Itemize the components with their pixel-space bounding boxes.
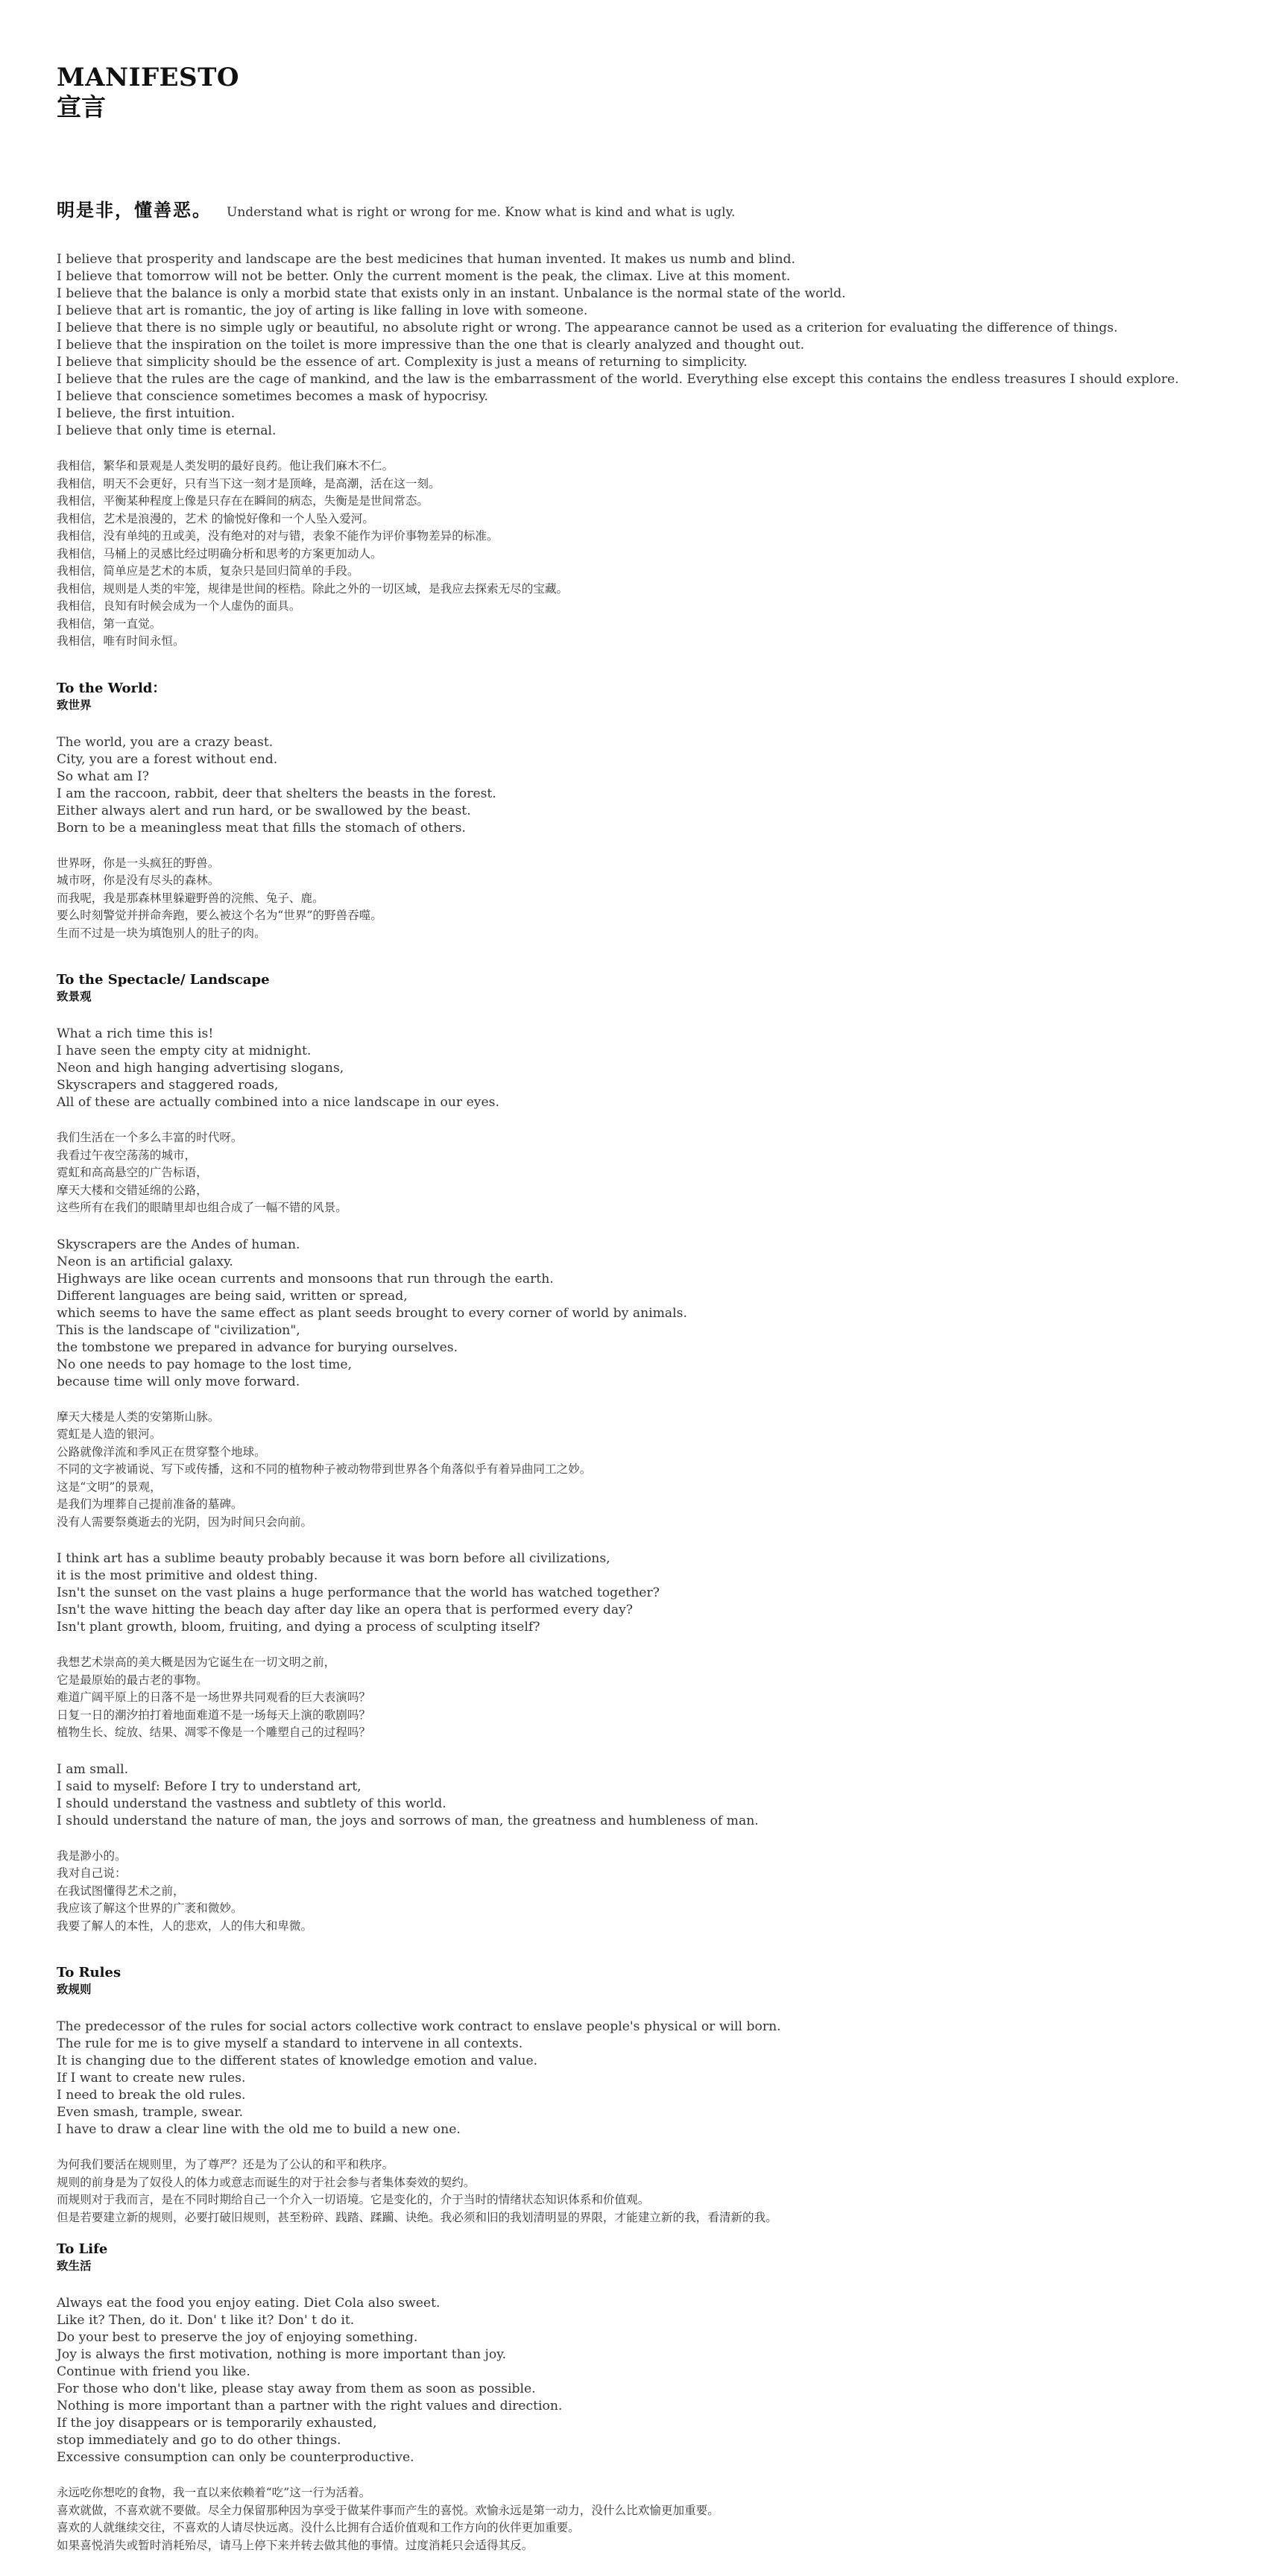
text-line: 它是最原始的最古老的事物。 <box>57 1673 208 1687</box>
text-line: All of these are actually combined into a nice landscape in our eyes. <box>57 1095 499 1110</box>
text-line: 如果喜悦消失或暂时消耗殆尽，请马上停下来并转去做其他的事情。过度消耗只会适得其反。 <box>57 2538 534 2552</box>
text-line: 永远吃你想吃的食物，我一直以来依赖着“吃”这一行为活着。 <box>57 2486 371 2499</box>
text-line: 霓虹和高高悬空的广告标语， <box>57 1166 208 1179</box>
text-line: 公路就像洋流和季风正在贯穿整个地球。 <box>57 1445 266 1459</box>
text-line: Isn't the sunset on the vast plains a huge performance that the world has watched together? <box>57 1585 660 1600</box>
text-line: Highways are like ocean currents and monsoons that run through the earth. <box>57 1271 554 1287</box>
text-line: I believe that the balance is only a morbid state that exists only in an instant. Unbalance is the normal state of the world. <box>57 286 846 301</box>
text-line: 我要了解人的本性，人的悲欢，人的伟大和卑微。 <box>57 1919 313 1933</box>
text-line: Neon and high hanging advertising slogans, <box>57 1061 344 1076</box>
text-line: 是我们为埋葬自己提前准备的墓碑。 <box>57 1497 243 1511</box>
text-line: Skyscrapers and staggered roads, <box>57 1078 279 1093</box>
text-line: 我相信，明天不会更好，只有当下这一刻才是顶峰，是高潮，活在这一刻。 <box>57 476 441 490</box>
text-line: 规则的前身是为了奴役人的体力或意志而诞生的对于社会参与者集体奏效的契约。 <box>57 2175 476 2189</box>
rules-zh <box>57 2156 1288 2226</box>
text-line: Joy is always the first motivation, nothing is more important than joy. <box>57 2347 507 2362</box>
text-line: 喜欢的人就继续交往，不喜欢的人请尽快远离。没什么比拥有合适价值观和工作方向的伙伴更加重要。 <box>57 2521 580 2534</box>
motto-en: Understand what is right or wrong for me. Know what is kind and what is ugly. <box>227 205 736 220</box>
text-line: 植物生长、绽放、结果、凋零不像是一个雕塑自己的过程吗？ <box>57 1726 371 1739</box>
text-line: I should understand the vastness and subtlety of this world. <box>57 1796 446 1811</box>
text-line: 没有人需要祭奠逝去的光阴，因为时间只会向前。 <box>57 1515 313 1529</box>
text-line: 日复一日的潮汐拍打着地面难道不是一场每天上演的歌剧吗？ <box>57 1708 371 1722</box>
text-line: It is changing due to the different states of knowledge emotion and value. <box>57 2053 538 2068</box>
text-line: 生而不过是一块为填饱别人的肚子的肉。 <box>57 926 266 940</box>
text-line: it is the most primitive and oldest thing. <box>57 1568 318 1583</box>
text-line: I think art has a sublime beauty probably because it was born before all civilizations, <box>57 1551 610 1566</box>
spectacle-p1-en <box>57 1026 1288 1111</box>
text-line: Like it? Then, do it. Don' t like it? Don' t do it. <box>57 2313 355 2328</box>
beliefs-zh <box>57 458 1288 651</box>
text-line: City, you are a forest without end. <box>57 751 278 767</box>
text-line: 而我呢，我是那森林里躲避野兽的浣熊、兔子、鹿。 <box>57 891 324 905</box>
text-line: Neon is an artificial galaxy. <box>57 1254 233 1269</box>
section-life <box>57 2241 1288 2554</box>
text-line: 我相信，繁华和景观是人类发明的最好良药。他让我们麻木不仁。 <box>57 459 394 473</box>
spectacle-p4-zh <box>57 1848 1288 1936</box>
text-line: 但是若要建立新的规则，必要打破旧规则，甚至粉碎、践踏、蹂躏、诀绝。我必须和旧的我划清明显的界限，才能建立新的我，看清新的我。 <box>57 2210 777 2224</box>
text-line: I have seen the empty city at midnight. <box>57 1044 312 1058</box>
text-line: which seems to have the same effect as plant seeds brought to every corner of world by animals. <box>57 1305 687 1321</box>
text-line: 难道广阔平原上的日落不是一场世界共同观看的巨大表演吗？ <box>57 1690 371 1704</box>
text-line: 我应该了解这个世界的广袤和微妙。 <box>57 1901 243 1915</box>
text-line: The rule for me is to give myself a standard to intervene in all contexts. <box>57 2036 523 2051</box>
text-line: 我相信，良知有时候会成为一个人虚伪的面具。 <box>57 599 301 613</box>
text-line: I believe, the first intuition. <box>57 406 236 421</box>
text-line: 为何我们要活在规则里，为了尊严？还是为了公认的和平和秩序。 <box>57 2158 394 2171</box>
text-line: 我相信，平衡某种程度上像是只存在在瞬间的病态，失衡是是世间常态。 <box>57 494 429 508</box>
life-zh <box>57 2484 1288 2554</box>
text-line: I am small. <box>57 1761 129 1777</box>
text-line: Excessive consumption can only be counterproductive. <box>57 2450 414 2465</box>
text-line: I believe that the inspiration on the toilet is more impressive than the one that is clearly analyzed and thought out. <box>57 338 805 353</box>
text-line: I have to draw a clear line with the old me to build a new one. <box>57 2122 461 2137</box>
text-line: 我想艺术崇高的美大概是因为它诞生在一切文明之前， <box>57 1655 336 1669</box>
text-line: the tombstone we prepared in advance for burying ourselves. <box>57 1339 458 1355</box>
spectacle-p2-zh <box>57 1409 1288 1532</box>
text-line: 我相信，马桶上的灵感比经过明确分析和思考的方案更加动人。 <box>57 546 382 561</box>
life-en <box>57 2295 1288 2466</box>
beliefs-en <box>57 251 1288 440</box>
text-line: 喜欢就做，不喜欢就不要做。尽全力保留那种因为享受于做某件事而产生的喜悦。欢愉永远是第一动力，没什么比欢愉更加重要。 <box>57 2503 719 2517</box>
text-line: 我相信，第一直觉。 <box>57 616 162 631</box>
text-line: 世界呀，你是一头疯狂的野兽。 <box>57 856 220 870</box>
text-line: I believe that art is romantic, the joy of arting is like falling in love with someone. <box>57 303 588 318</box>
text-line: I believe that conscience sometimes becomes a mask of hypocrisy. <box>57 389 489 404</box>
text-line: 我相信，没有单纯的丑或美，没有绝对的对与错，表象不能作为评价事物差异的标准。 <box>57 529 499 543</box>
world-en <box>57 734 1288 837</box>
text-line: Isn't plant growth, bloom, fruiting, and dying a process of sculpting itself? <box>57 1620 540 1635</box>
text-line: I said to myself: Before I try to understand art, <box>57 1778 362 1794</box>
page-title-zh: 宣言 <box>57 92 106 121</box>
text-line: Different languages are being said, written or spread, <box>57 1288 408 1304</box>
text-line: I believe that there is no simple ugly or beautiful, no absolute right or wrong. The appearance cannot be used as a criterion for evaluating the difference of things. <box>57 321 1118 335</box>
text-line: No one needs to pay homage to the lost time, <box>57 1357 353 1372</box>
world-zh <box>57 855 1288 943</box>
text-line: 霓虹是人造的银河。 <box>57 1427 162 1441</box>
spectacle-p4-en <box>57 1761 1288 1830</box>
section-title-zh: 致景观 <box>57 989 92 1003</box>
text-line: So what am I? <box>57 768 149 784</box>
text-line: What a rich time this is! <box>57 1026 214 1041</box>
text-line: Do your best to preserve the joy of enjoying something. <box>57 2330 418 2345</box>
text-line: I believe that simplicity should be the essence of art. Complexity is just a means of returning to simplicity. <box>57 355 748 370</box>
text-line: The predecessor of the rules for social actors collective work contract to enslave people's physical or will born. <box>57 2019 781 2034</box>
spectacle-p1-zh <box>57 1129 1288 1217</box>
text-line: I believe that prosperity and landscape are the best medicines that human invented. It makes us numb and blind. <box>57 252 795 267</box>
text-line: 我看过午夜空荡荡的城市， <box>57 1148 197 1162</box>
section-world <box>57 681 1288 943</box>
text-line: Isn't the wave hitting the beach day after day like an opera that is performed every day? <box>57 1603 634 1617</box>
text-line: 在我试图懂得艺术之前， <box>57 1884 185 1898</box>
section-title-en: To the Spectacle/ Landscape <box>57 972 270 988</box>
text-line: 摩天大楼是人类的安第斯山脉。 <box>57 1409 220 1424</box>
text-line: 我相信，简单应是艺术的本质，复杂只是回归简单的手段。 <box>57 564 359 578</box>
page-title-en: MANIFESTO <box>57 63 240 92</box>
section-title-en: To the World： <box>57 680 166 696</box>
text-line: I need to break the old rules. <box>57 2088 246 2103</box>
text-line: 我相信，唯有时间永恒。 <box>57 634 185 648</box>
text-line: I believe that tomorrow will not be better. Only the current moment is the peak, the climax. Live at this moment. <box>57 269 791 284</box>
text-line: Even smash, trample, swear. <box>57 2105 244 2120</box>
motto <box>57 195 1288 221</box>
text-line: 我是渺小的。 <box>57 1849 127 1863</box>
text-line: The world, you are a crazy beast. <box>57 734 274 750</box>
motto-zh: 明是非，懂善恶。 <box>57 199 212 221</box>
text-line: 摩天大楼和交错延绵的公路， <box>57 1183 208 1197</box>
text-line: If the joy disappears or is temporarily exhausted, <box>57 2416 377 2431</box>
text-line: 而规则对于我而言，是在不同时期给自己一个介入一切语境。它是变化的，介于当时的情绪状态知识体系和价值观。 <box>57 2193 650 2206</box>
spectacle-p2-en <box>57 1237 1288 1391</box>
section-title-zh: 致规则 <box>57 1982 92 1996</box>
text-line: 我相信，艺术是浪漫的，艺术 的愉悦好像和一个人坠入爱河。 <box>57 511 374 525</box>
section-title-en: To Rules <box>57 1965 121 1980</box>
text-line: 要么时刻警觉并拼命奔跑，要么被这个名为“世界”的野兽吞噬。 <box>57 909 382 922</box>
rules-en <box>57 2018 1288 2138</box>
text-line: I am the raccoon, rabbit, deer that shelters the beasts in the forest. <box>57 786 496 801</box>
section-title-zh: 致世界 <box>57 697 92 712</box>
spectacle-p3-zh <box>57 1654 1288 1742</box>
text-line: 这是“文明”的景观， <box>57 1480 162 1494</box>
text-line: Always eat the food you enjoy eating. Diet Cola also sweet. <box>57 2296 441 2311</box>
text-line: Continue with friend you like. <box>57 2364 250 2379</box>
section-spectacle <box>57 972 1288 1935</box>
text-line: stop immediately and go to do other things. <box>57 2433 341 2448</box>
section-rules <box>57 1965 1288 2226</box>
text-line: Either always alert and run hard, or be swallowed by the beast. <box>57 803 471 818</box>
text-line: If I want to create new rules. <box>57 2071 246 2086</box>
spectacle-p3-en <box>57 1550 1288 1636</box>
text-line: Born to be a meaningless meat that fills the stomach of others. <box>57 820 466 836</box>
text-line: 我相信，规则是人类的牢笼，规律是世间的桎梏。除此之外的一切区域，是我应去探索无尽的宝藏。 <box>57 581 569 596</box>
text-line: I believe that only time is eternal. <box>57 423 277 438</box>
text-line: Nothing is more important than a partner with the right values and direction. <box>57 2399 563 2414</box>
text-line: For those who don't like, please stay away from them as soon as possible. <box>57 2381 536 2396</box>
text-line: I should understand the nature of man, the joys and sorrows of man, the greatness and humbleness of man. <box>57 1813 759 1828</box>
text-line: This is the landscape of "civilization", <box>57 1322 300 1338</box>
text-line: because time will only move forward. <box>57 1374 300 1389</box>
text-line: 我们生活在一个多么丰富的时代呀。 <box>57 1131 243 1144</box>
section-title-en: To Life <box>57 2241 108 2257</box>
text-line: Skyscrapers are the Andes of human. <box>57 1237 300 1252</box>
text-line: 不同的文字被诵说、写下或传播，这和不同的植物种子被动物带到世界各个角落似乎有着异曲同工之妙。 <box>57 1462 592 1476</box>
section-title-zh: 致生活 <box>57 2258 92 2273</box>
text-line: 我对自己说： <box>57 1866 127 1880</box>
text-line: 城市呀，你是没有尽头的森林。 <box>57 874 220 887</box>
text-line: I believe that the rules are the cage of mankind, and the law is the embarrassment of the world. Everything else except this contains the endless treasures I should explore. <box>57 372 1179 387</box>
text-line: 这些所有在我们的眼睛里却也组合成了一幅不错的风景。 <box>57 1201 347 1214</box>
